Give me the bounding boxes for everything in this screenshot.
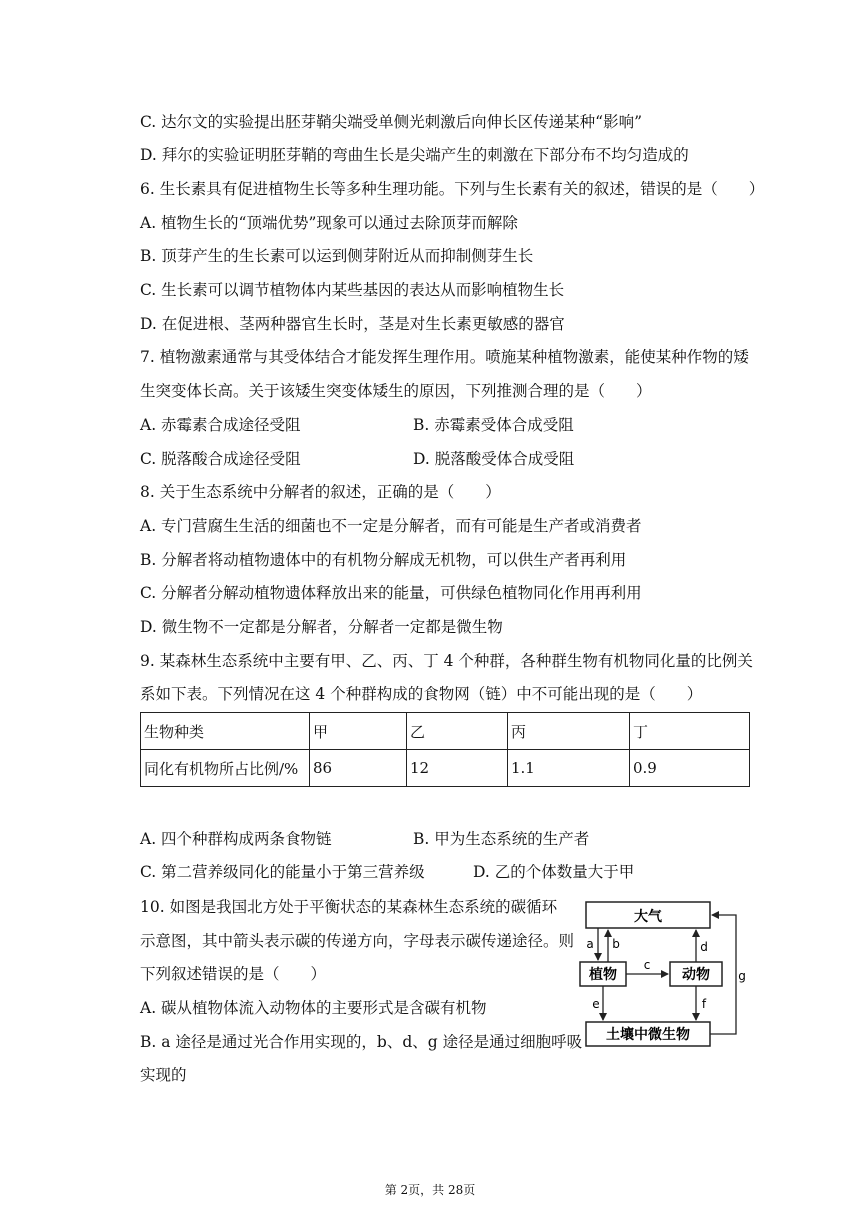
- question-10-line3: 下列叙述错误的是（ ）: [140, 965, 327, 983]
- q7-option-a: A. 赤霉素合成途径受阻: [140, 416, 301, 434]
- table-cell: 丙: [508, 713, 630, 750]
- q10-option-b-line1: B. a 途径是通过光合作用实现的，b、d、g 途径是通过细胞呼吸: [140, 1033, 583, 1051]
- species-table: [140, 712, 750, 787]
- table-cell: 生物种类: [141, 713, 310, 750]
- question-6: 6. 生长素具有促进植物生长等多种生理功能。下列与生长素有关的叙述，错误的是（ ）: [140, 180, 765, 198]
- q7-option-b: B. 赤霉素受体合成受阻: [413, 416, 574, 434]
- question-7-line2: 生突变体长高。关于该矮生突变体矮生的原因，下列推测合理的是（ ）: [140, 382, 652, 400]
- option-d-paal: D. 拜尔的实验证明胚芽鞘的弯曲生长是尖端产生的刺激在下部分布不均匀造成的: [140, 146, 689, 164]
- table-cell: 乙: [407, 713, 508, 750]
- atmosphere-label: 大气: [634, 909, 662, 925]
- animal-label: 动物: [682, 967, 710, 983]
- q6-option-a: A. 植物生长的“顶端优势”现象可以通过去除顶芽而解除: [140, 214, 518, 232]
- q8-option-d: D. 微生物不一定都是分解者，分解者一定都是微生物: [140, 618, 503, 636]
- table-cell: 甲: [310, 713, 407, 750]
- label-f: f: [701, 997, 707, 1011]
- q7-option-c: C. 脱落酸合成途径受阻: [140, 450, 301, 468]
- question-10-line2: 示意图，其中箭头表示碳的传递方向，字母表示碳传递途径。则: [140, 932, 575, 950]
- q8-option-a: A. 专门营腐生生活的细菌也不一定是分解者，而有可能是生产者或消费者: [140, 517, 642, 535]
- q6-option-c: C. 生长素可以调节植物体内某些基因的表达从而影响植物生长: [140, 281, 565, 299]
- q9-option-b: B. 甲为生态系统的生产者: [413, 830, 590, 848]
- label-c: c: [643, 958, 651, 972]
- q6-option-d: D. 在促进根、茎两种器官生长时，茎是对生长素更敏感的器官: [140, 315, 565, 333]
- question-7-line1: 7. 植物激素通常与其受体结合才能发挥生理作用。喷施某种植物激素，能使某种作物的矮: [140, 348, 749, 366]
- table-cell: 丁: [630, 713, 750, 750]
- label-d: d: [700, 940, 708, 954]
- q8-option-b: B. 分解者将动植物遗体中的有机物分解成无机物，可以供生产者再利用: [140, 551, 627, 569]
- q6-option-b: B. 顶芽产生的生长素可以运到侧芽附近从而抑制侧芽生长: [140, 247, 534, 265]
- label-g: g: [738, 969, 746, 983]
- plant-label: 植物: [589, 967, 617, 983]
- question-8: 8. 关于生态系统中分解者的叙述，正确的是（ ）: [140, 483, 501, 501]
- page-footer: 第 2页，共 28页: [384, 1183, 476, 1197]
- question-9-line1: 9. 某森林生态系统中主要有甲、乙、丙、丁 4 个种群，各种群生物有机物同化量的比例关: [140, 652, 753, 670]
- q10-option-a: A. 碳从植物体流入动物体的主要形式是含碳有机物: [140, 999, 487, 1017]
- q9-option-d: D. 乙的个体数量大于甲: [473, 863, 635, 881]
- table-cell: 同化有机物所占比例/%: [141, 750, 310, 787]
- table-header-row: [141, 713, 750, 750]
- question-10-line1: 10. 如图是我国北方处于平衡状态的某森林生态系统的碳循环: [140, 898, 558, 916]
- carbon-cycle-diagram: [574, 896, 754, 1056]
- q8-option-c: C. 分解者分解动植物遗体释放出来的能量，可供绿色植物同化作用再利用: [140, 584, 642, 602]
- table-cell: 86: [310, 750, 407, 787]
- q9-option-c: C. 第二营养级同化的能量小于第三营养级: [140, 863, 425, 881]
- table-cell: 1.1: [508, 750, 630, 787]
- option-c-darwin: C. 达尔文的实验提出胚芽鞘尖端受单侧光刺激后向伸长区传递某种“影响”: [140, 113, 643, 131]
- q7-option-d: D. 脱落酸受体合成受阻: [413, 450, 575, 468]
- q10-option-b-line2: 实现的: [140, 1066, 187, 1084]
- table-row: [141, 750, 750, 787]
- soil-microbe-label: 土壤中微生物: [606, 1027, 690, 1043]
- q9-option-a: A. 四个种群构成两条食物链: [140, 830, 332, 848]
- table-cell: 12: [407, 750, 508, 787]
- label-e: e: [592, 997, 600, 1011]
- table-cell: 0.9: [630, 750, 750, 787]
- label-a: a: [586, 937, 594, 951]
- question-9-line2: 系如下表。下列情况在这 4 个种群构成的食物网（链）中不可能出现的是（ ）: [140, 685, 703, 703]
- label-b: b: [612, 937, 620, 951]
